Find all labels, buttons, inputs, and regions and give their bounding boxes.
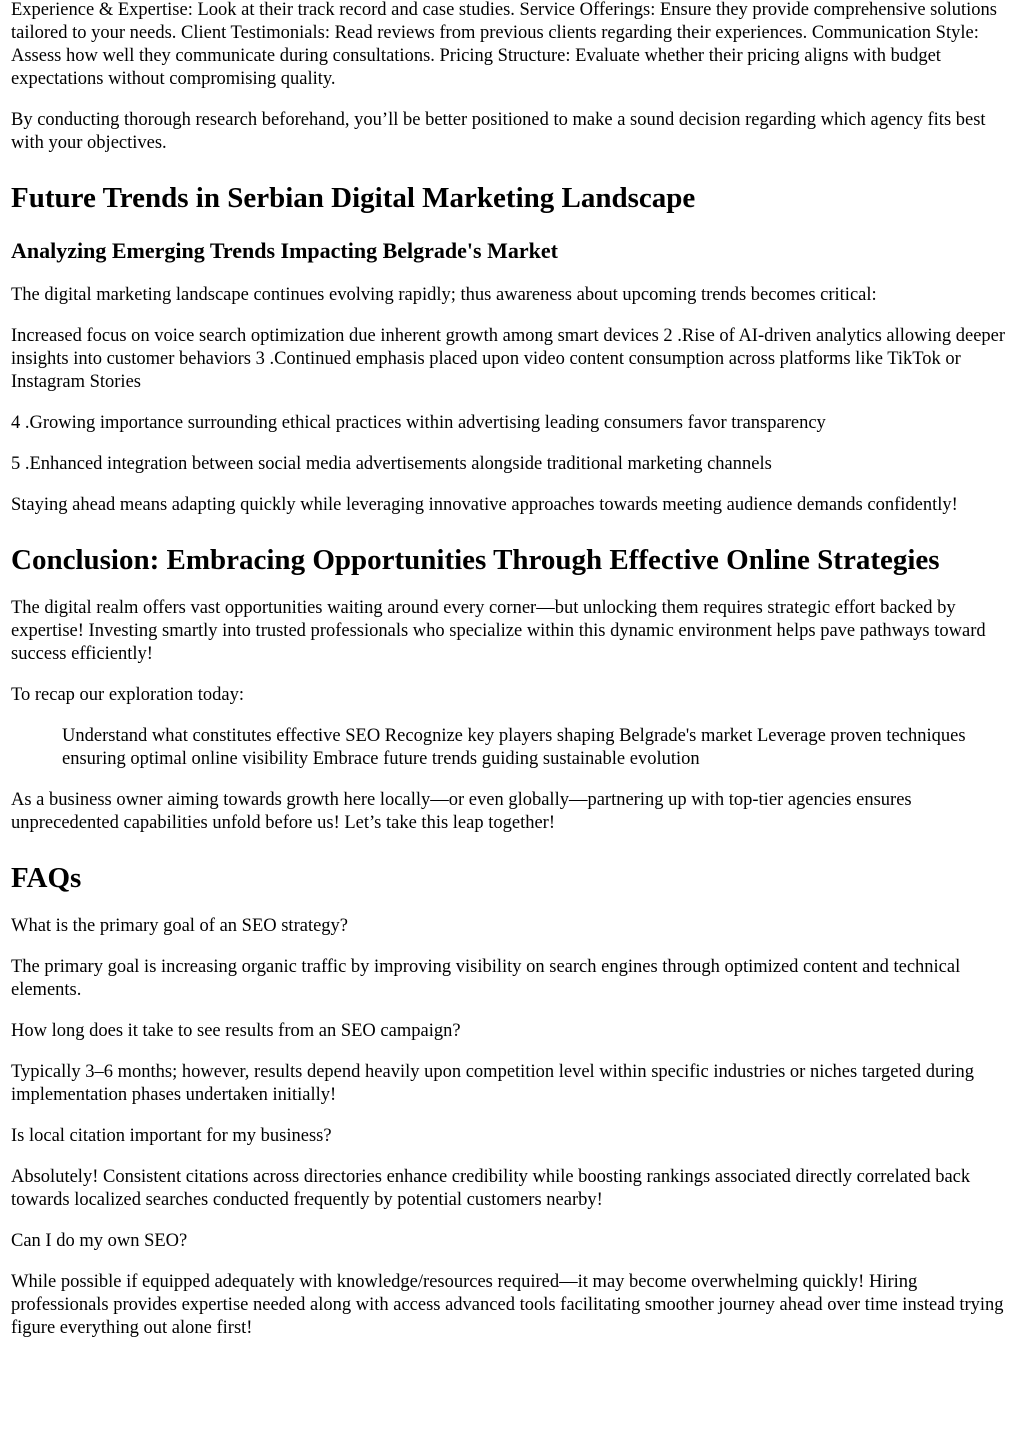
research-paragraph: By conducting thorough research beforehand, you’ll be better positioned to make a sound decision regarding which agency fits best with your objectives. (11, 110, 986, 153)
conclusion-heading: Conclusion: Embracing Opportunities Through Effective Online Strategies (11, 544, 940, 576)
agency-criteria-paragraph: Experience & Expertise: Look at their track record and case studies. Service Offerings: Ensure they provide comprehensive solutions tailored to your needs. Client Testimonials: Read reviews from previous clients regarding their experiences. Communication Style: Assess how well they communicate during consultations. Pricing Structure: Evaluate whether their pricing aligns with budget expectations without compromising quality. (11, 0, 998, 89)
trends-item-5: 5 .Enhanced integration between social media advertisements alongside traditional marketing channels (11, 454, 772, 474)
faq-answer-4: While possible if equipped adequately with knowledge/resources required—it may become overwhelming quickly! Hiring professionals provides expertise needed along with access advanced tools facilitating smoother journey ahead over time instead trying figure everything out alone first! (11, 1272, 1004, 1338)
faq-question-1: What is the primary goal of an SEO strategy? (11, 916, 349, 936)
faq-question-2: How long does it take to see results from an SEO campaign? (11, 1021, 461, 1041)
trends-subheading: Analyzing Emerging Trends Impacting Belgrade's Market (11, 238, 558, 263)
conclusion-paragraph-2: As a business owner aiming towards growth here locally—or even globally—partnering up with top-tier agencies ensures unprecedented capabilities unfold before us! Let’s take this leap together! (11, 790, 912, 833)
conclusion-paragraph-1: The digital realm offers vast opportunities waiting around every corner—but unlocking them requires strategic effort backed by expertise! Investing smartly into trusted professionals who specialize within this dynamic environment helps pave pathways toward success efficiently! (11, 598, 986, 664)
trends-lead-paragraph: The digital marketing landscape continues evolving rapidly; thus awareness about upcoming trends becomes critical: (11, 285, 877, 305)
faqs-heading: FAQs (11, 862, 82, 894)
faq-answer-1: The primary goal is increasing organic traffic by improving visibility on search engines through optimized content and technical elements. (11, 957, 961, 1000)
faq-question-3: Is local citation important for my business? (11, 1126, 332, 1146)
recap-blockquote (62, 725, 1013, 771)
faq-question-4: Can I do my own SEO? (11, 1231, 188, 1251)
recap-lead-paragraph: To recap our exploration today: (11, 685, 244, 705)
trends-item-4: 4 .Growing importance surrounding ethical practices within advertising leading consumers favor transparency (11, 413, 826, 433)
trends-heading: Future Trends in Serbian Digital Marketing Landscape (11, 182, 696, 214)
trends-closing-paragraph: Staying ahead means adapting quickly while leveraging innovative approaches towards meeting audience demands confidently! (11, 495, 958, 515)
faq-answer-2: Typically 3–6 months; however, results depend heavily upon competition level within specific industries or niches targeted during implementation phases undertaken initially! (11, 1062, 975, 1105)
faq-answer-3: Absolutely! Consistent citations across directories enhance credibility while boosting rankings associated directly correlated back towards localized searches conducted frequently by potential customers nearby! (11, 1167, 971, 1210)
recap-quote-text: Understand what constitutes effective SEO Recognize key players shaping Belgrade's market Leverage proven techniques ensuring optimal online visibility Embrace future trends guiding sustainable evolution (62, 726, 966, 769)
trends-items-1-3: Increased focus on voice search optimization due inherent growth among smart devices 2 .Rise of AI-driven analytics allowing deeper insights into customer behaviors 3 .Continued emphasis placed upon video content consumption across platforms like TikTok or Instagram Stories (11, 326, 1006, 392)
